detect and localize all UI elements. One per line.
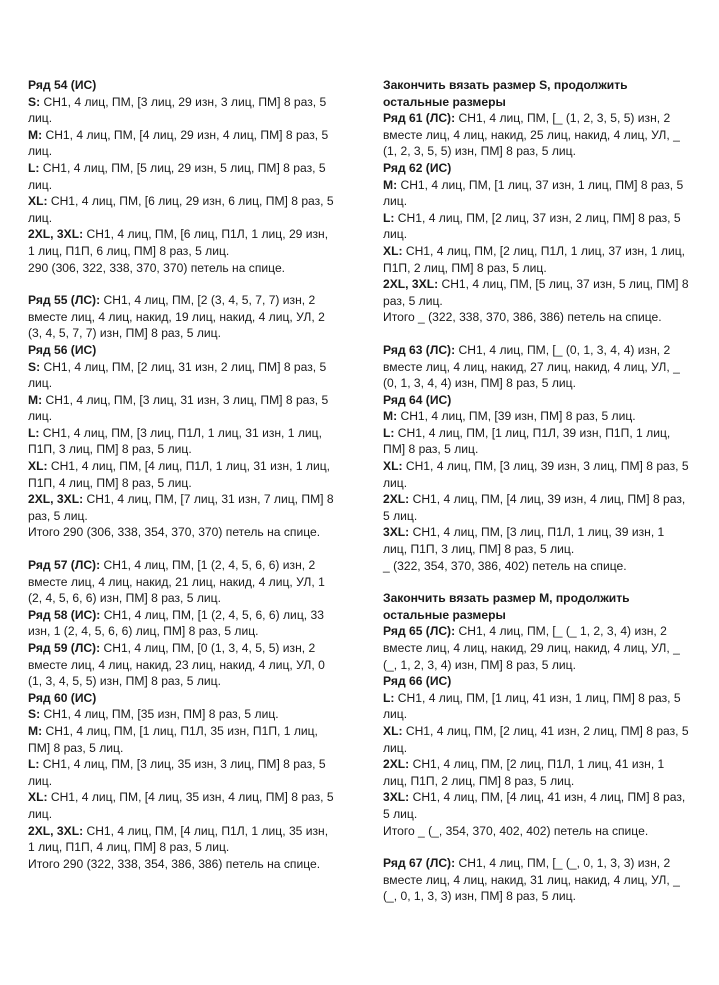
instruction-text: СН1, 4 лиц, ПМ, [4 лиц, 35 изн, 4 лиц, ПМ] 8 раз, 5 лиц. [28, 790, 334, 821]
instruction-paragraph [383, 458, 691, 491]
size-label: L: [28, 757, 40, 772]
size-label: M: [28, 392, 43, 407]
instruction-paragraph [28, 823, 338, 856]
instruction-paragraph [28, 756, 338, 789]
instruction-text: 290 (306, 322, 338, 370, 370) петель на спице. [28, 260, 286, 275]
size-label: L: [383, 690, 395, 705]
size-label: XL: [28, 194, 48, 209]
size-label: S: [28, 359, 41, 374]
size-label: 3XL: [383, 525, 410, 540]
instruction-paragraph [28, 425, 338, 458]
section-heading: Ряд 66 (ИС) [383, 674, 452, 689]
size-label: L: [383, 210, 395, 225]
paragraph-gap [28, 541, 338, 557]
instruction-paragraph [28, 193, 338, 226]
instruction-paragraph [28, 491, 338, 524]
instruction-paragraph [383, 342, 691, 392]
size-label: S: [28, 707, 41, 722]
paragraph-gap [383, 574, 691, 590]
instruction-paragraph [383, 243, 691, 276]
size-label: 2XL, 3XL: [28, 823, 84, 838]
instruction-text: СН1, 4 лиц, ПМ, [6 лиц, 29 изн, 6 лиц, ПМ] 8 раз, 5 лиц. [28, 194, 334, 225]
instruction-text: Итого _ (322, 338, 370, 386, 386) петель на спице. [383, 310, 662, 325]
instruction-text: СН1, 4 лиц, ПМ, [_ (_, 0, 1, 3, 3) изн, 2 вместе лиц, 4 лиц, накид, 31 лиц, накид, 4 лиц, УЛ, _ (_, 0, 1, 3, 3) изн, ПМ] 8 раз, 5 лиц. [383, 856, 680, 904]
instruction-text: СН1, 4 лиц, ПМ, [_ (_ 1, 2, 3, 4) изн, 2 вместе лиц, 4 лиц, накид, 29 лиц, накид, 4 лиц, УЛ, _ (_, 1, 2, 3, 4) изн, ПМ] 8 раз, 5 лиц. [383, 624, 680, 672]
size-label: Ряд 63 (ЛС): [383, 342, 456, 357]
size-label: XL: [383, 459, 403, 474]
instruction-text: СН1, 4 лиц, ПМ, [4 лиц, 29 изн, 4 лиц, ПМ] 8 раз, 5 лиц. [28, 127, 329, 159]
size-label: XL: [28, 790, 48, 805]
instruction-text: СН1, 4 лиц, ПМ, [39 изн, ПМ] 8 раз, 5 лиц. [397, 409, 636, 424]
instruction-paragraph [383, 408, 691, 425]
instruction-text: СН1, 4 лиц, ПМ, [3 лиц, П1Л, 1 лиц, 39 изн, 1 лиц, П1П, 3 лиц, ПМ] 8 раз, 5 лиц. [383, 525, 665, 557]
instruction-text: СН1, 4 лиц, ПМ, [1 лиц, 41 изн, 1 лиц, ПМ] 8 раз, 5 лиц. [383, 690, 681, 722]
size-label: 2XL: [383, 492, 410, 507]
size-label: L: [383, 425, 395, 440]
instruction-paragraph [383, 491, 691, 524]
instruction-text: СН1, 4 лиц, ПМ, [4 лиц, П1Л, 1 лиц, 35 изн, 1 лиц, П1П, 4 лиц, ПМ] 8 раз, 5 лиц. [28, 823, 329, 855]
instruction-text: СН1, 4 лиц, ПМ, [_ (1, 2, 3, 5, 5) изн, 2 вместе лиц, 4 лиц, накид, 25 лиц, накид, 4 лиц, УЛ, _ (1, 2, 3, 5, 5) изн, ПМ] 8 раз, 5 лиц. [383, 111, 680, 159]
instruction-text: СН1, 4 лиц, ПМ, [35 изн, ПМ] 8 раз, 5 лиц. [40, 707, 279, 722]
section-heading: Закончить вязать размер S, продолжить остальные размеры [383, 78, 628, 109]
left-column [28, 77, 338, 872]
instruction-text: СН1, 4 лиц, ПМ, [1 лиц, 37 изн, 1 лиц, ПМ] 8 раз, 5 лиц. [383, 177, 684, 209]
instruction-paragraph [28, 723, 338, 756]
instruction-paragraph [383, 789, 691, 822]
instruction-paragraph [28, 607, 338, 640]
size-label: 2XL: [383, 757, 410, 772]
size-label: Ряд 59 (ЛС): [28, 641, 101, 655]
instruction-text: СН1, 4 лиц, ПМ, [2 лиц, 37 изн, 2 лиц, ПМ] 8 раз, 5 лиц. [383, 210, 681, 242]
instruction-paragraph [28, 260, 338, 277]
instruction-paragraph [383, 690, 691, 723]
instruction-paragraph [28, 640, 338, 690]
size-label: Ряд 55 (ЛС): [28, 293, 101, 308]
instruction-paragraph [383, 425, 691, 458]
size-label: M: [383, 409, 398, 424]
instruction-paragraph [28, 94, 338, 127]
instruction-text: СН1, 4 лиц, ПМ, [1 (2, 4, 5, 6, 6) лиц, 33 изн, 1 (2, 4, 5, 6, 6) лиц, ПМ] 8 раз, 5 лиц. [28, 607, 324, 639]
instruction-text: СН1, 4 лиц, ПМ, [2 лиц, 41 изн, 2 лиц, ПМ] 8 раз, 5 лиц. [383, 723, 689, 755]
size-label: Ряд 67 (ЛС): [383, 856, 456, 871]
size-label: M: [28, 723, 43, 738]
instruction-text: СН1, 4 лиц, ПМ, [2 (3, 4, 5, 7, 7) изн, 2 вместе лиц, 4 лиц, накид, 19 лиц, накид, 4 лиц, УЛ, 2 (3, 4, 5, 7, 7) изн, ПМ] 8 раз, 5 лиц. [28, 293, 325, 341]
size-label: 2XL, 3XL: [28, 492, 84, 507]
instruction-text: СН1, 4 лиц, ПМ, [3 лиц, П1Л, 1 лиц, 31 изн, 1 лиц, П1П, 3 лиц, ПМ] 8 раз, 5 лиц. [28, 425, 322, 457]
instruction-text: СН1, 4 лиц, ПМ, [3 лиц, 35 изн, 3 лиц, ПМ] 8 раз, 5 лиц. [28, 757, 326, 788]
section-heading: Ряд 62 (ИС) [383, 160, 452, 175]
instruction-paragraph [28, 524, 338, 541]
instruction-paragraph [383, 110, 691, 160]
instruction-text: СН1, 4 лиц, ПМ, [5 лиц, 37 изн, 5 лиц, ПМ] 8 раз, 5 лиц. [383, 277, 689, 308]
instruction-paragraph [383, 558, 691, 575]
size-label: Ряд 57 (ЛС): [28, 558, 101, 573]
instruction-text: СН1, 4 лиц, ПМ, [7 лиц, 31 изн, 7 лиц, ПМ] 8 раз, 5 лиц. [28, 492, 334, 523]
instruction-text: СН1, 4 лиц, ПМ, [4 лиц, 41 изн, 4 лиц, ПМ] 8 раз, 5 лиц. [383, 790, 686, 821]
instruction-text: _ (322, 354, 370, 386, 402) петель на спице. [383, 558, 627, 573]
instruction-text: СН1, 4 лиц, ПМ, [2 лиц, П1Л, 1 лиц, 37 изн, 1 лиц, П1П, 2 лиц, ПМ] 8 раз, 5 лиц. [383, 243, 686, 275]
instruction-text: Итого 290 (322, 338, 354, 386, 386) петель на спице. [28, 856, 321, 871]
instruction-text: СН1, 4 лиц, ПМ, [3 лиц, 39 изн, 3 лиц, ПМ] 8 раз, 5 лиц. [383, 459, 689, 490]
instruction-paragraph [28, 557, 338, 607]
instruction-paragraph [28, 392, 338, 425]
instruction-text: СН1, 4 лиц, ПМ, [1 лиц, П1Л, 39 изн, П1П, 1 лиц, ПМ] 8 раз, 5 лиц. [383, 425, 671, 457]
instruction-text: СН1, 4 лиц, ПМ, [0 (1, 3, 4, 5, 5) изн, 2 вместе лиц, 4 лиц, накид, 23 лиц, накид, 4 лиц, УЛ, 0 (1, 3, 4, 5, 5) изн, ПМ] 8 раз, 5 лиц. [28, 641, 325, 689]
section-heading: Ряд 56 (ИС) [28, 342, 97, 357]
instruction-text: Итого _ (_, 354, 370, 402, 402) петель на спице. [383, 823, 649, 838]
size-label: XL: [383, 243, 403, 258]
instruction-paragraph [383, 823, 691, 840]
section-heading: Ряд 64 (ИС) [383, 392, 452, 407]
instruction-paragraph [28, 292, 338, 342]
instruction-text: Итого 290 (306, 338, 354, 370, 370) петель на спице. [28, 525, 321, 540]
size-label: L: [28, 160, 40, 175]
size-label: 2XL, 3XL: [28, 227, 84, 242]
instruction-paragraph [383, 855, 691, 905]
instruction-text: СН1, 4 лиц, ПМ, [2 лиц, 31 изн, 2 лиц, ПМ] 8 раз, 5 лиц. [28, 359, 327, 391]
instruction-paragraph [383, 177, 691, 210]
instruction-paragraph [383, 623, 691, 673]
instruction-paragraph [383, 524, 691, 557]
instruction-paragraph [28, 359, 338, 392]
instruction-text: СН1, 4 лиц, ПМ, [1 (2, 4, 5, 6, 6) изн, 2 вместе лиц, 4 лиц, накид, 21 лиц, накид, 4 лиц, УЛ, 1 (2, 4, 5, 6, 6) изн, ПМ] 8 раз, 5 лиц. [28, 558, 325, 606]
instruction-paragraph [383, 210, 691, 243]
right-column [383, 77, 691, 905]
size-label: S: [28, 94, 41, 109]
size-label: M: [28, 127, 43, 142]
section-heading: Ряд 60 (ИС) [28, 690, 97, 705]
instruction-text: СН1, 4 лиц, ПМ, [2 лиц, П1Л, 1 лиц, 41 изн, 1 лиц, П1П, 2 лиц, ПМ] 8 раз, 5 лиц. [383, 757, 665, 788]
size-label: 3XL: [383, 790, 410, 805]
instruction-paragraph [28, 160, 338, 193]
size-label: Ряд 58 (ИС): [28, 607, 101, 622]
instruction-text: СН1, 4 лиц, ПМ, [1 лиц, П1Л, 35 изн, П1П, 1 лиц, ПМ] 8 раз, 5 лиц. [28, 723, 318, 755]
instruction-paragraph [383, 723, 691, 756]
instruction-text: СН1, 4 лиц, ПМ, [_ (0, 1, 3, 4, 4) изн, 2 вместе лиц, 4 лиц, накид, 27 лиц, накид, 4 лиц, УЛ, _ (0, 1, 3, 4, 4) изн, ПМ] 8 раз, 5 лиц. [383, 342, 680, 391]
instruction-paragraph [28, 226, 338, 259]
paragraph-gap [383, 326, 691, 342]
size-label: Ряд 65 (ЛС): [383, 624, 456, 639]
instruction-paragraph [28, 706, 338, 723]
instruction-text: СН1, 4 лиц, ПМ, [4 лиц, П1Л, 1 лиц, 31 изн, 1 лиц, П1П, 4 лиц, ПМ] 8 раз, 5 лиц. [28, 459, 331, 490]
size-label: M: [383, 177, 398, 192]
section-heading: Ряд 54 (ИС) [28, 78, 97, 92]
instruction-text: СН1, 4 лиц, ПМ, [3 лиц, 29 изн, 3 лиц, ПМ] 8 раз, 5 лиц. [28, 94, 327, 126]
section-heading: Закончить вязать размер М, продолжить остальные размеры [383, 591, 630, 622]
instruction-paragraph [383, 276, 691, 309]
instruction-paragraph [28, 458, 338, 491]
instruction-paragraph [383, 756, 691, 789]
paragraph-gap [383, 839, 691, 855]
size-label: XL: [383, 723, 403, 738]
size-label: 2XL, 3XL: [383, 277, 439, 292]
instruction-paragraph [28, 856, 338, 873]
instruction-text: СН1, 4 лиц, ПМ, [4 лиц, 39 изн, 4 лиц, ПМ] 8 раз, 5 лиц. [383, 492, 686, 523]
size-label: Ряд 61 (ЛС): [383, 111, 456, 126]
size-label: L: [28, 425, 40, 440]
instruction-paragraph [28, 789, 338, 822]
instruction-paragraph [28, 127, 338, 160]
paragraph-gap [28, 276, 338, 292]
size-label: XL: [28, 459, 48, 474]
instruction-text: СН1, 4 лиц, ПМ, [5 лиц, 29 изн, 5 лиц, ПМ] 8 раз, 5 лиц. [28, 160, 326, 192]
instruction-paragraph [383, 309, 691, 326]
instruction-text: СН1, 4 лиц, ПМ, [3 лиц, 31 изн, 3 лиц, ПМ] 8 раз, 5 лиц. [28, 392, 329, 424]
instruction-text: СН1, 4 лиц, ПМ, [6 лиц, П1Л, 1 лиц, 29 изн, 1 лиц, П1П, 6 лиц, ПМ] 8 раз, 5 лиц. [28, 227, 329, 258]
